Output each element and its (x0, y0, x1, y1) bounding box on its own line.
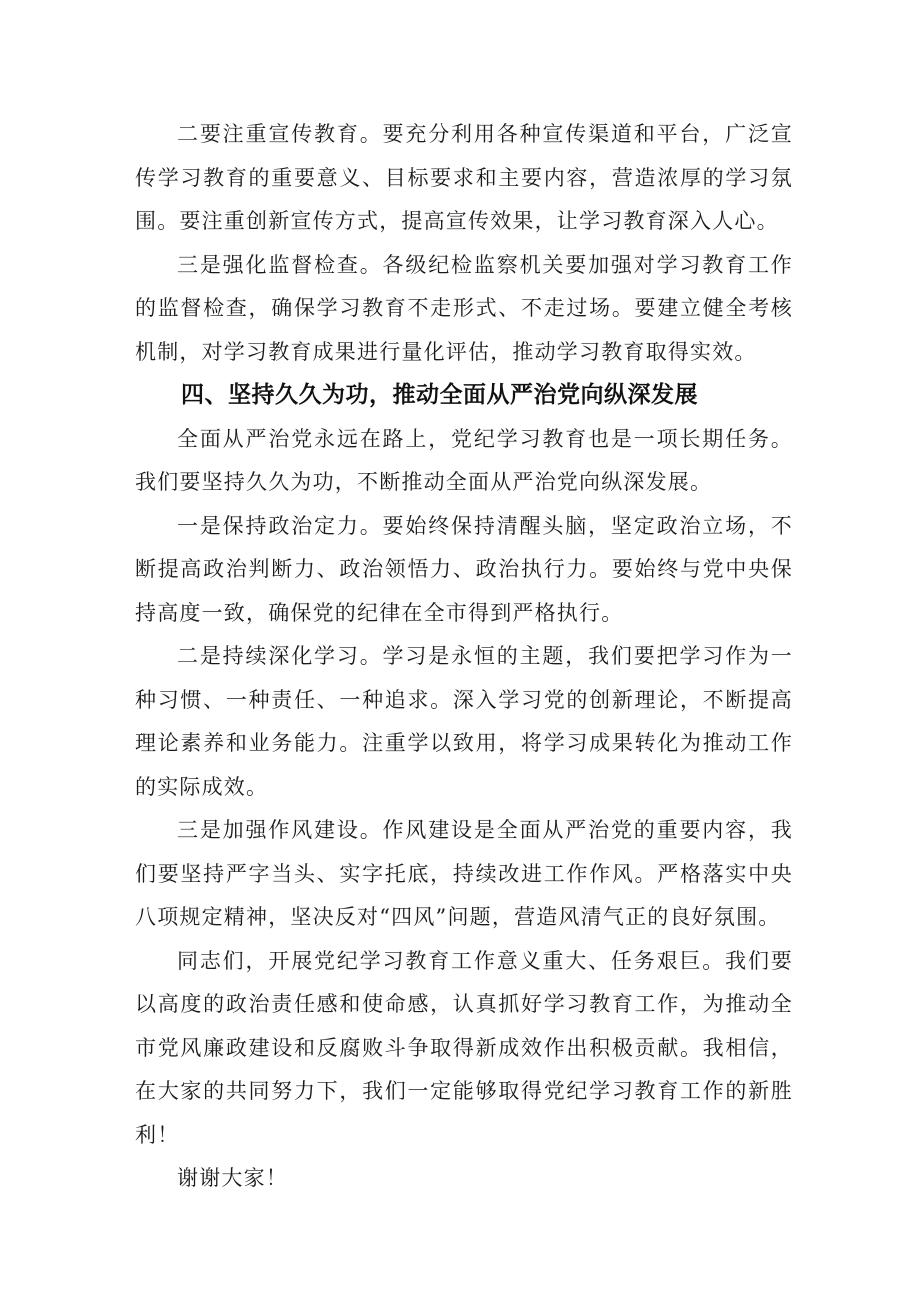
paragraph-work-style: 三是加强作风建设。作风建设是全面从严治党的重要内容，我们要坚持严字当头、实字托底，持续改进工作作风。严格落实中央八项规定精神，坚决反对“四风”问题，营造风清气正的良好氛围。 (135, 818, 793, 929)
paragraph-long-term-task: 全面从严治党永远在路上，党纪学习教育也是一项长期任务。我们要坚持久久为功，不断推动全面从严治党向纵深发展。 (135, 426, 793, 494)
paragraph-closing: 同志们，开展党纪学习教育工作意义重大、任务艰巨。我们要以高度的政治责任感和使命感，认真抓好学习教育工作，为推动全市党风廉政建设和反腐败斗争取得新成效作出积极贡献。我相信，在大家的共同努力下，我们一定能够取得党纪学习教育工作的新胜利！ (135, 948, 793, 1147)
paragraph-deepen-learning: 二是持续深化学习。学习是永恒的主题，我们要把学习作为一种习惯、一种责任、一种追求。深入学习党的创新理论，不断提高理论素养和业务能力。注重学以致用，将学习成果转化为推动工作的实际成效。 (135, 644, 793, 799)
section-heading: 四、坚持久久为功，推动全面从严治党向纵深发展 (181, 382, 698, 408)
paragraph-publicity-education: 二要注重宣传教育。要充分利用各种宣传渠道和平台，广泛宣传学习教育的重要意义、目标要求和主要内容，营造浓厚的学习氛围。要注重创新宣传方式，提高宣传效果，让学习教育深入人心。 (135, 122, 793, 233)
document-body (135, 113, 793, 1201)
paragraph-supervision-inspection: 三是强化监督检查。各级纪检监察机关要加强对学习教育工作的监督检查，确保学习教育不走形式、不走过场。要建立健全考核机制，对学习教育成果进行量化评估，推动学习教育取得实效。 (135, 252, 793, 364)
paragraph-political-determination: 一是保持政治定力。要始终保持清醒头脑，坚定政治立场，不断提高政治判断力、政治领悟力、政治执行力。要始终与党中央保持高度一致，确保党的纪律在全市得到严格执行。 (135, 513, 793, 625)
paragraph-thanks: 谢谢大家！ (177, 1166, 288, 1190)
